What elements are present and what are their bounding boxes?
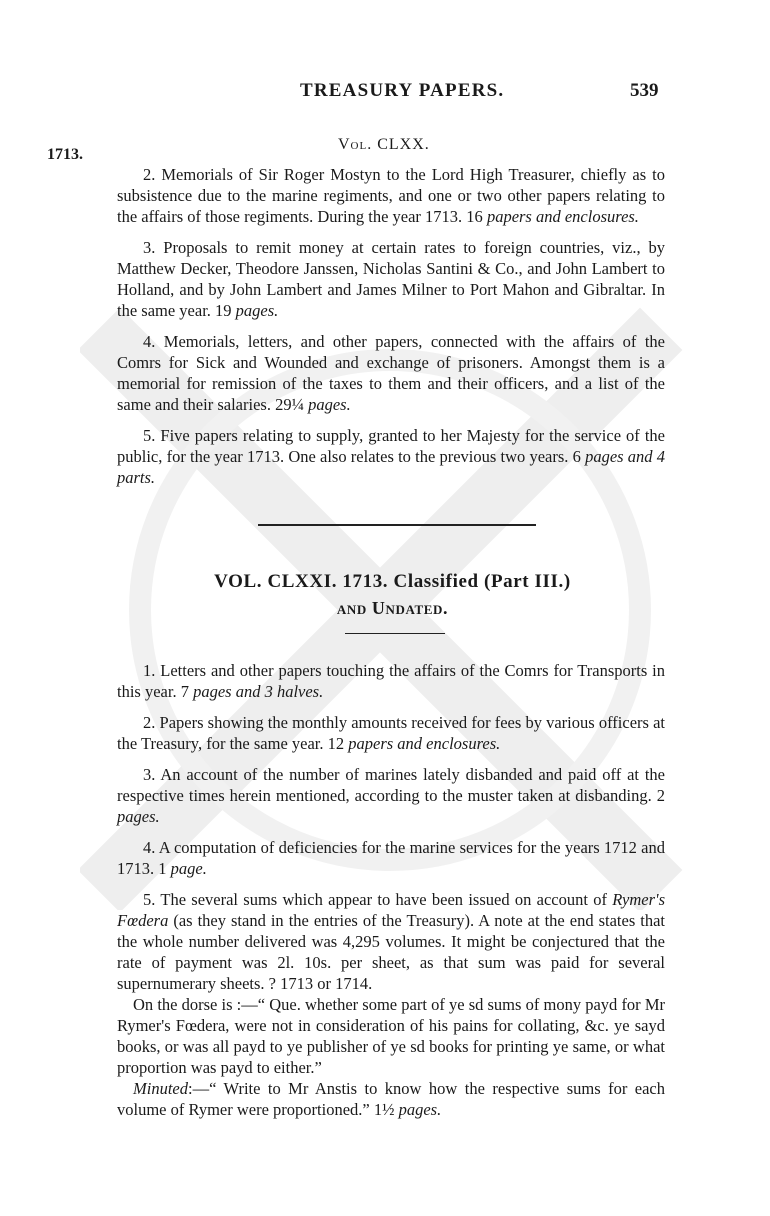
section-divider <box>258 524 536 526</box>
dorse-note: On the dorse is :—“ Que. whether some part of ye sd sums of mony payd for Mr Rymer's Fœdera, were not in consideration of his pains for collating, &c. ye sayd books, or was all payd to ye publisher of ye sd books for printing ye same, or what proportion was payd to either.” <box>117 995 665 1077</box>
vol-clxxi-entries <box>117 660 665 1130</box>
entry-item: 2. Papers showing the monthly amounts received for fees by various officers at the Treasury, for the same year. 12 papers and enclosures. <box>117 713 665 753</box>
heading-divider <box>345 633 445 634</box>
entry-item: 4. A computation of deficiencies for the marine services for the years 1712 and 1713. 1 page. <box>117 838 665 878</box>
entry-item: 4. Memorials, letters, and other papers, connected with the affairs of the Comrs for Sick and Wounded and exchange of prisoners. Amongst them is a memorial for remission of the taxes to them and their officers, and a list of the same and their salaries. 29¼ pages. <box>117 332 665 414</box>
vol-clxxi-heading <box>120 568 665 622</box>
vol-clxxi-heading-line2: and Undated. <box>336 598 449 618</box>
entry-item-rymer: 5. The several sums which appear to have been issued on account of Rymer's Fœdera (as they stand in the entries of the Treasury). A note at the end states that the whole number delivered was 4,295 volumes. It might be conjectured that the rate of payment was 2l. 10s. per sheet, as that sum was paid for several supernumerary sheets. ? 1713 or 1714. <box>117 890 665 993</box>
vol-clxx-heading: Vol. CLXX. <box>338 136 430 153</box>
entry-item: 5. Five papers relating to supply, granted to her Majesty for the service of the public, for the year 1713. One also relates to the previous two years. 6 pages and 4 parts. <box>117 426 665 487</box>
entry-item: 2. Memorials of Sir Roger Mostyn to the Lord High Treasurer, chiefly as to subsistence due to the marine regiments, and one or two other papers relating to the affairs of those regiments. During the year 1713. 16 papers and enclosures. <box>117 165 665 226</box>
entry-item: 3. Proposals to remit money at certain rates to foreign countries, viz., by Matthew Decker, Theodore Janssen, Nicholas Santini & Co., and John Lambert to Holland, and by John Lambert and James Milner to Port Mahon and Gibraltar. In the same year. 19 pages. <box>117 238 665 320</box>
vol-clxx-entries <box>117 164 665 498</box>
entry-item: 1. Letters and other papers touching the affairs of the Comrs for Transports in this year. 7 pages and 3 halves. <box>117 661 665 701</box>
margin-year: 1713. <box>47 146 83 163</box>
minuted-note: Minuted:—“ Write to Mr Anstis to know how the respective sums for each volume of Rymer were proportioned.” 1½ pages. <box>117 1079 665 1119</box>
entry-item: 3. An account of the number of marines lately disbanded and paid off at the respective times herein mentioned, according to the muster taken at disbanding. 2 pages. <box>117 765 665 826</box>
running-header-title: TREASURY PAPERS. <box>300 80 505 101</box>
vol-clxxi-heading-line1: VOL. CLXXI. 1713. Classified (Part III.) <box>214 571 571 592</box>
page-number: 539 <box>630 80 659 101</box>
